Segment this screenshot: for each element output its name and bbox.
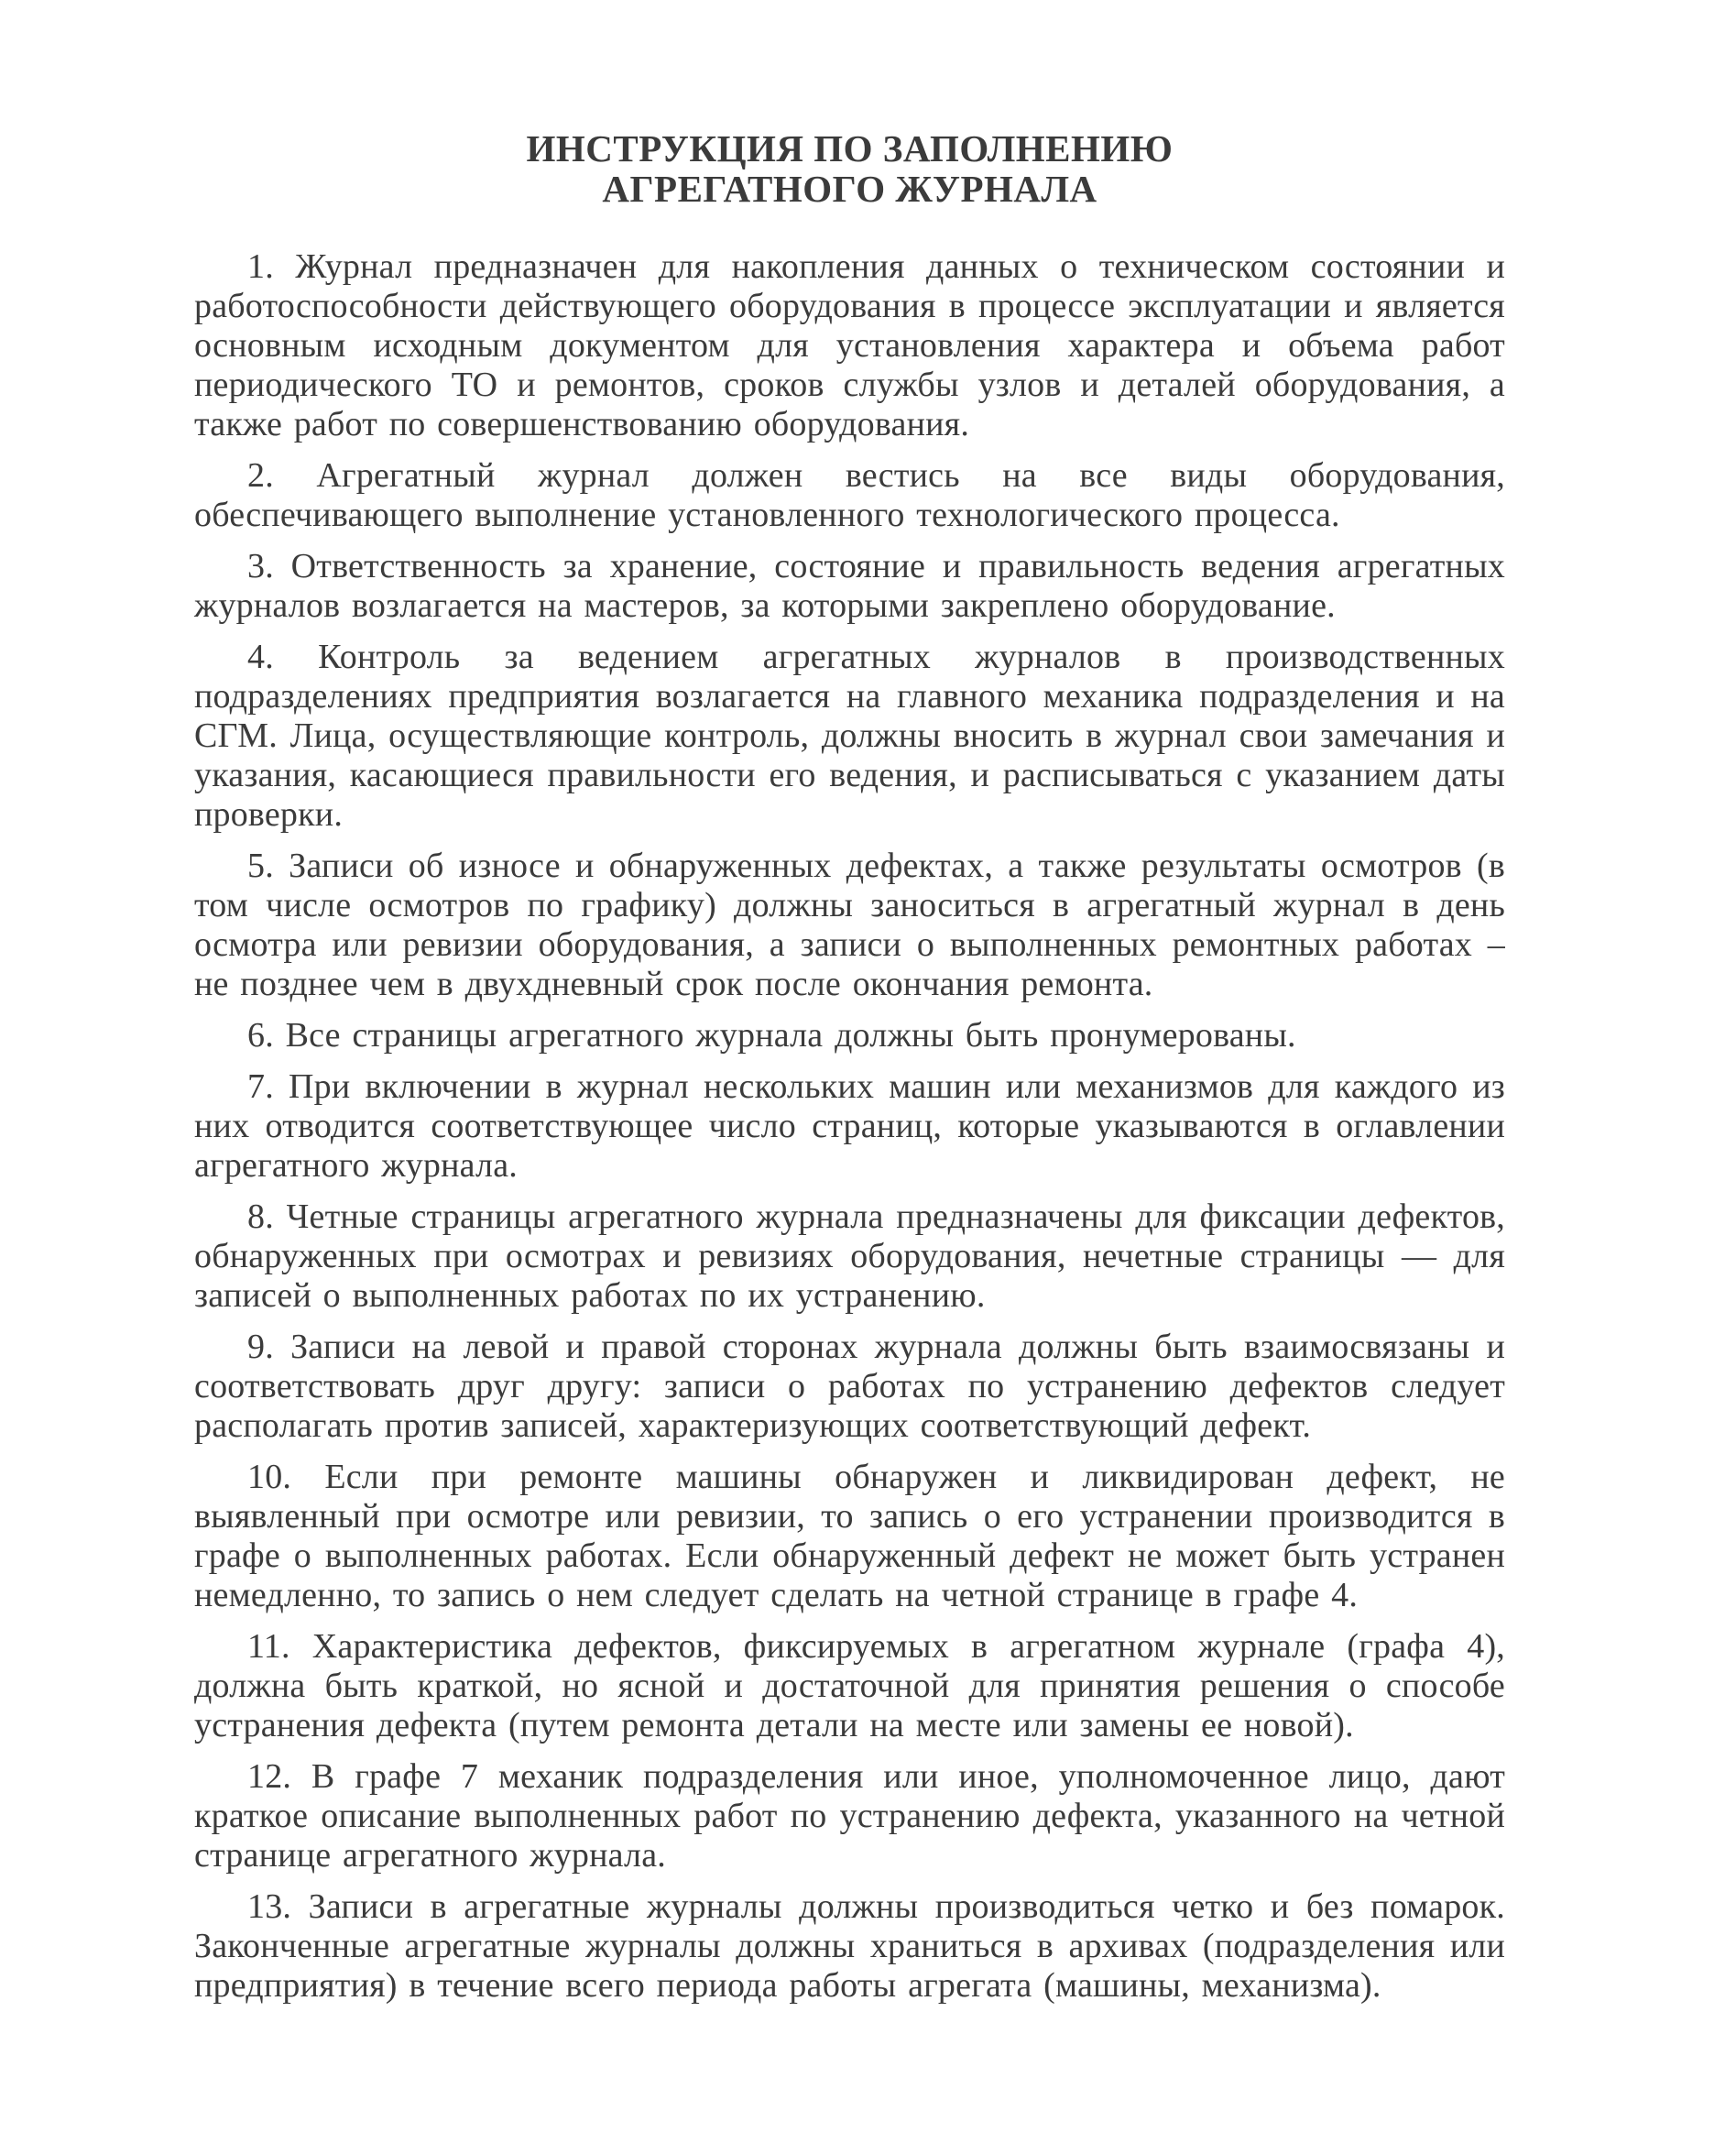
paragraph-1: 1. Журнал предназначен для накопления данных о техническом состоянии и работоспособности действующего оборудования в процессе эксплуатации и является основным исходным документом для установления характера и объема работ периодического ТО и ремонтов, сроков службы узлов и деталей оборудования, а также работ по совершенствованию оборудования. <box>194 247 1505 443</box>
paragraph-11: 11. Характеристика дефектов, фиксируемых в агрегатном журнале (графа 4), должна быть краткой, но ясной и достаточной для принятия решения о способе устранения дефекта (путем ремонта детали на месте или замены ее новой). <box>194 1627 1505 1744</box>
paragraph-12: 12. В графе 7 механик подразделения или иное, уполномоченное лицо, дают краткое описание выполненных работ по устранению дефекта, указанного на четной странице агрегатного журнала. <box>194 1757 1505 1875</box>
document-body <box>194 247 1505 2006</box>
paragraph-2: 2. Агрегатный журнал должен вестись на все виды оборудования, обеспечивающего выполнение установленного технологического процесса. <box>194 456 1505 534</box>
paragraph-9: 9. Записи на левой и правой сторонах журнала должны быть взаимосвязаны и соответствовать друг другу: записи о работах по устранению дефектов следует располагать против записей, характеризующих соответствующий дефект. <box>194 1328 1505 1445</box>
paragraph-6: 6. Все страницы агрегатного журнала должны быть пронумерованы. <box>247 1016 1296 1055</box>
paragraph-5: 5. Записи об износе и обнаруженных дефектах, а также результаты осмотров (в том числе осмотров по графику) должны заноситься в агрегатный журнал в день осмотра или ревизии оборудования, а записи о выполненных ремонтных работах – не позднее чем в двухдневный срок после окончания ремонта. <box>194 847 1505 1003</box>
page-title <box>194 128 1505 209</box>
paragraph-3: 3. Ответственность за хранение, состояние и правильность ведения агрегатных журналов возлагается на мастеров, за которыми закреплено оборудование. <box>194 547 1505 625</box>
paragraph-13: 13. Записи в агрегатные журналы должны производиться четко и без помарок. Законченные агрегатные журналы должны храниться в архивах (подразделения или предприятия) в течение всего периода работы агрегата (машины, механизма). <box>194 1887 1505 2005</box>
paragraph-10: 10. Если при ремонте машины обнаружен и ликвидирован дефект, не выявленный при осмотре или ревизии, то запись о его устранении производится в графе о выполненных работах. Если обнаруженный дефект не может быть устранен немедленно, то запись о нем следует сделать на четной странице в графе 4. <box>194 1458 1505 1614</box>
page-title-line-2: АГРЕГАТНОГО ЖУРНАЛА <box>602 168 1097 210</box>
page-title-line-1: ИНСТРУКЦИЯ ПО ЗАПОЛНЕНИЮ <box>526 127 1174 169</box>
paragraph-4: 4. Контроль за ведением агрегатных журналов в производственных подразделениях предприятия возлагается на главного механика подразделения и на СГМ. Лица, осуществляющие контроль, должны вносить в журнал свои замечания и указания, касающиеся правильности его ведения, и расписываться с указанием даты проверки. <box>194 638 1505 834</box>
paragraph-7: 7. При включении в журнал нескольких машин или механизмов для каждого из них отводится соответствующее число страниц, которые указываются в оглавлении агрегатного журнала. <box>194 1067 1505 1185</box>
paragraph-8: 8. Четные страницы агрегатного журнала предназначены для фиксации дефектов, обнаруженных при осмотрах и ревизиях оборудования, нечетные страницы — для записей о выполненных работах по их устранению. <box>194 1197 1505 1315</box>
